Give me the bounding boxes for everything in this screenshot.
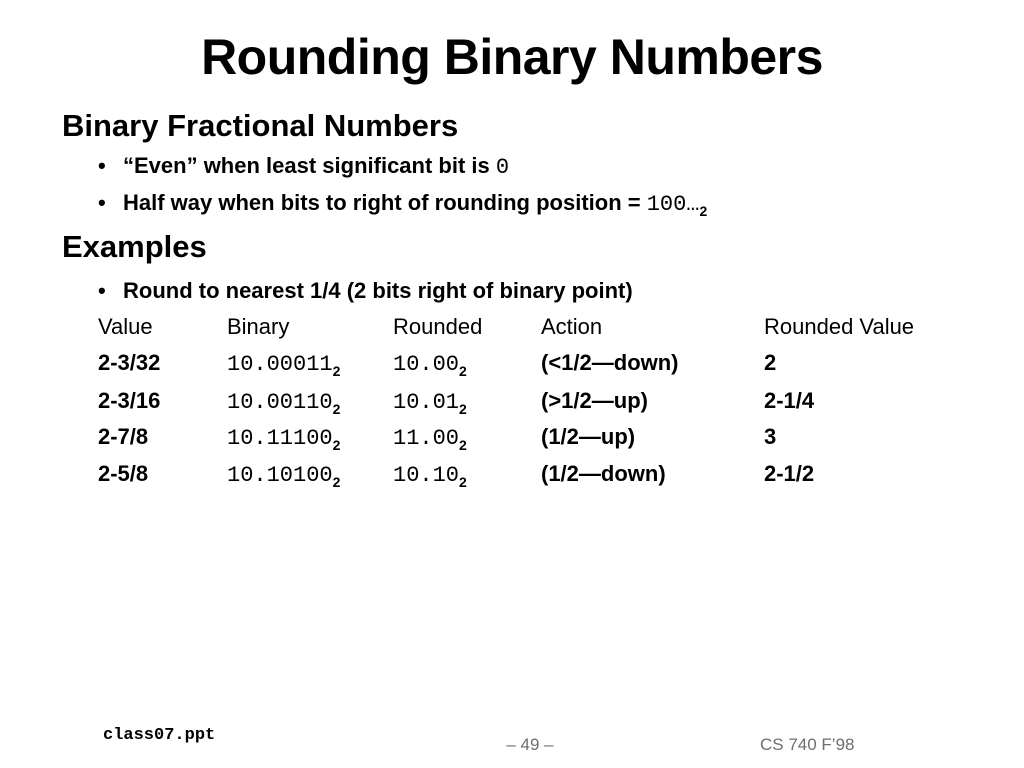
- footer-course: CS 740 F’98: [760, 735, 855, 754]
- table-cell-rounded-value: 2: [764, 350, 777, 375]
- bullet-halfway-code: 100…: [646, 192, 700, 217]
- table-cell-binary: $10.00110_2$: [227, 390, 341, 417]
- bullet-round-nearest-text: Round to nearest 1/4 (2 bits right of binary point): [123, 278, 633, 303]
- table-cell-action: (>1/2—up): [541, 388, 648, 413]
- table-header-rounded: Rounded: [393, 314, 483, 339]
- table-cell-action: (1/2—down): [541, 461, 666, 486]
- table-cell-rounded-value: 3: [764, 424, 777, 449]
- table-header-action: Action: [541, 314, 603, 339]
- table-cell-value: 2-7/8: [98, 424, 149, 449]
- footer-page-number: – 49 –: [506, 735, 554, 754]
- table-cell-binary: $10.11100_2$: [227, 426, 341, 453]
- bullet-halfway: [98, 190, 707, 217]
- bullet-even-code: 0: [495, 155, 510, 180]
- bullet-dot-icon: •: [98, 278, 106, 303]
- bullet-halfway-subscript: 2: [699, 203, 708, 219]
- table-cell-action: (<1/2—down): [541, 350, 679, 375]
- footer-filename: class07.ppt: [103, 726, 216, 745]
- table-cell-rounded: $10.10_2$: [393, 463, 467, 490]
- table-cell-action: (1/2—up): [541, 424, 636, 449]
- bullet-halfway-text: Half way when bits to right of rounding position =: [123, 190, 647, 215]
- table-header-value: Value: [98, 314, 153, 339]
- section-heading-binary-fractional: Binary Fractional Numbers: [62, 108, 459, 143]
- bullet-even: [98, 153, 509, 180]
- table-cell-value: 2-3/16: [98, 388, 161, 413]
- bullet-even-text: “Even” when least significant bit is: [123, 153, 496, 178]
- table-cell-rounded: $11.00_2$: [393, 426, 467, 453]
- section-heading-examples: Examples: [62, 229, 207, 264]
- table-cell-value: 2-5/8: [98, 461, 149, 486]
- table-header-rounded-value: Rounded Value: [764, 314, 915, 339]
- bullet-dot-icon: •: [98, 190, 106, 215]
- table-cell-binary: $10.00011_2$: [227, 352, 341, 379]
- bullet-dot-icon: •: [98, 153, 106, 178]
- table-cell-rounded-value: 2-1/2: [764, 461, 815, 486]
- table-cell-rounded-value: 2-1/4: [764, 388, 815, 413]
- table-cell-binary: $10.10100_2$: [227, 463, 341, 490]
- table-header-binary: Binary: [227, 314, 290, 339]
- table-cell-rounded: $10.00_2$: [393, 352, 467, 379]
- table-cell-value: 2-3/32: [98, 350, 161, 375]
- bullet-round-nearest: [98, 278, 633, 304]
- table-cell-rounded: $10.01_2$: [393, 390, 467, 417]
- slide-title: Rounding Binary Numbers: [201, 29, 823, 85]
